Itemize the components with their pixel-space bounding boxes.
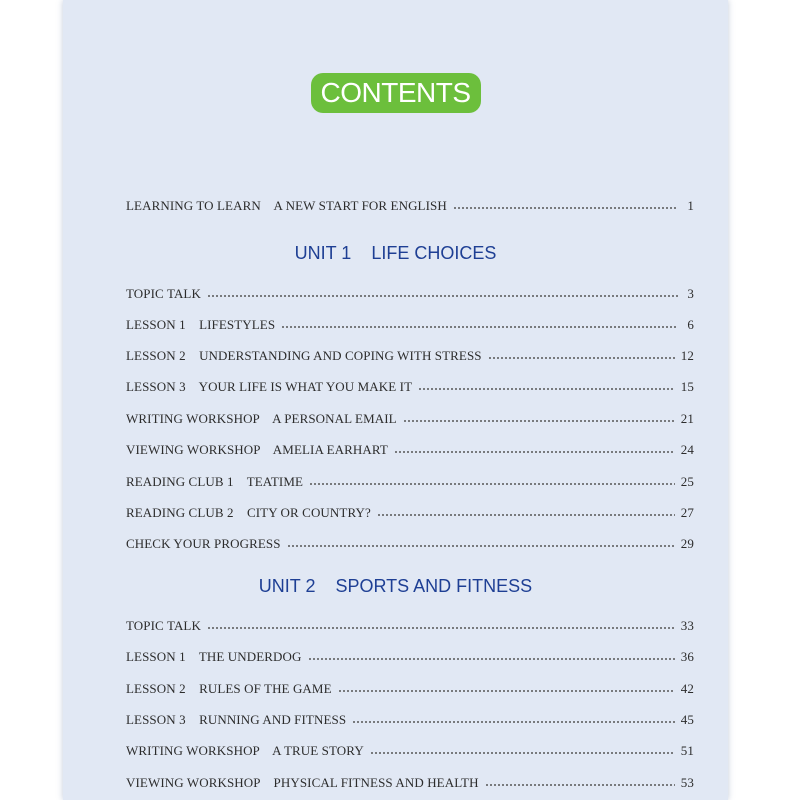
contents-page	[63, 0, 728, 800]
toc-entry	[126, 377, 694, 397]
toc-entry	[126, 741, 694, 761]
toc-entry-label: READING CLUB 2 CITY OR COUNTRY?	[126, 505, 371, 520]
toc-entry-label: WRITING WORKSHOP A PERSONAL EMAIL	[126, 411, 397, 426]
toc-entry	[126, 647, 694, 667]
toc-entry	[126, 284, 694, 304]
toc-entry-label: LEARNING TO LEARN A NEW START FOR ENGLISH	[126, 198, 447, 213]
toc-entry-label: VIEWING WORKSHOP PHYSICAL FITNESS AND HEALTH	[126, 775, 479, 790]
toc-entry-page: 25	[680, 474, 694, 489]
toc-entry-page: 45	[680, 712, 694, 727]
toc-entry	[126, 440, 694, 460]
dot-leader	[308, 658, 675, 660]
toc-entry-page: 33	[680, 618, 694, 633]
toc-entry-page: 42	[680, 681, 694, 696]
toc-entry	[126, 773, 694, 793]
toc-entry	[126, 346, 694, 366]
toc-entry-page: 15	[680, 379, 694, 394]
toc-entry	[126, 472, 694, 492]
toc-entry	[126, 315, 694, 335]
toc-entry-page: 27	[680, 505, 694, 520]
dot-leader	[338, 690, 675, 692]
toc-entry-label: LESSON 1 LIFESTYLES	[126, 317, 276, 332]
title-wrap	[63, 73, 728, 113]
dot-leader	[207, 627, 675, 629]
toc-entry-label: LESSON 1 THE UNDERDOG	[126, 649, 302, 664]
dot-leader	[394, 451, 675, 453]
toc-entry-label: LESSON 2 RULES OF THE GAME	[126, 681, 332, 696]
toc-entry-page: 29	[680, 536, 694, 551]
dot-leader	[377, 514, 675, 516]
toc-entry-page: 6	[687, 317, 694, 332]
dot-leader	[418, 388, 675, 390]
unit-2-heading: UNIT 2 SPORTS AND FITNESS	[258, 576, 533, 596]
toc-entry-page: 3	[687, 286, 694, 301]
dot-leader	[488, 357, 675, 359]
dot-leader	[403, 420, 675, 422]
toc-entry	[126, 534, 694, 554]
toc-entry	[126, 679, 694, 699]
contents-title: CONTENTS	[311, 73, 481, 113]
toc-entry-label: TOPIC TALK	[126, 286, 201, 301]
toc-entry-page: 51	[680, 743, 694, 758]
dot-leader	[309, 483, 675, 485]
toc-entry-label: LESSON 3 YOUR LIFE IS WHAT YOU MAKE IT	[126, 379, 413, 394]
toc-entry-label: LESSON 2 UNDERSTANDING AND COPING WITH STRESS	[126, 348, 482, 363]
toc-entry-intro	[126, 196, 694, 216]
dot-leader	[453, 207, 678, 209]
toc-entry-label: CHECK YOUR PROGRESS	[126, 536, 281, 551]
toc-entry-page: 36	[680, 649, 694, 664]
toc-entry-page: 12	[680, 348, 694, 363]
toc-entry-page: 53	[680, 775, 694, 790]
toc-entry-page: 21	[680, 411, 694, 426]
toc-entry-page: 24	[680, 442, 694, 457]
dot-leader	[281, 326, 678, 328]
toc-entry	[126, 710, 694, 730]
toc-entry-label: WRITING WORKSHOP A TRUE STORY	[126, 743, 364, 758]
toc-entry-label: READING CLUB 1 TEATIME	[126, 474, 304, 489]
unit-1-heading: UNIT 1 LIFE CHOICES	[294, 243, 497, 263]
toc-entry-page: 1	[687, 198, 694, 213]
dot-leader	[352, 721, 675, 723]
toc-entry-label: LESSON 3 RUNNING AND FITNESS	[126, 712, 347, 727]
dot-leader	[207, 295, 678, 297]
toc-entry	[126, 503, 694, 523]
toc-entry-label: VIEWING WORKSHOP AMELIA EARHART	[126, 442, 388, 457]
dot-leader	[287, 545, 675, 547]
toc-entry	[126, 616, 694, 636]
toc-entry-label: TOPIC TALK	[126, 618, 201, 633]
dot-leader	[370, 752, 675, 754]
dot-leader	[485, 784, 675, 786]
toc-entry	[126, 409, 694, 429]
